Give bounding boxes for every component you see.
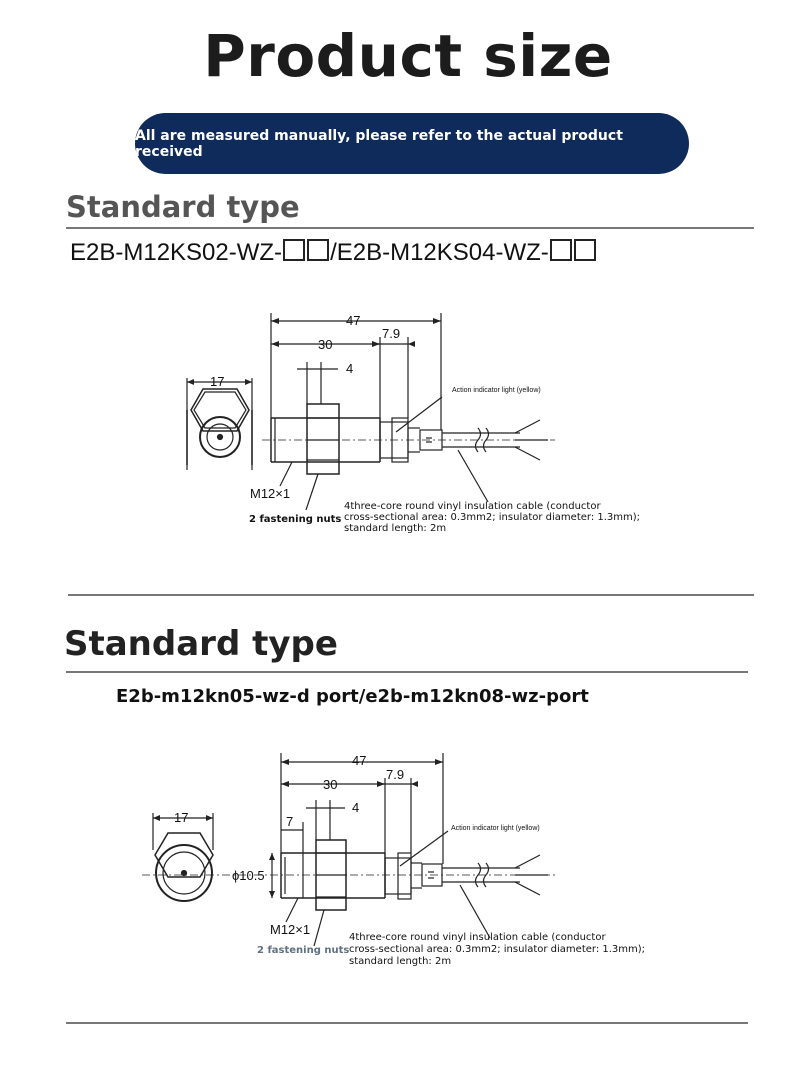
dim-diameter: ϕ10.5	[232, 868, 265, 883]
dim-tail: 7.9	[386, 767, 405, 782]
cable-note-line2: cross-sectional area: 0.3mm2; insulator diameter: 1.3mm);	[349, 944, 646, 955]
dim-hex: 17	[174, 810, 189, 825]
dim-tail: 7.9	[382, 326, 401, 341]
cable-note-line3: standard length: 2m	[344, 523, 447, 534]
notice-text: All are measured manually, please refer to the actual product received	[135, 127, 623, 160]
model-number-a: E2B-M12KS02-WZ-	[70, 239, 283, 266]
dim-nut: 4	[346, 361, 354, 376]
nuts-label: 2 fastening nuts	[249, 514, 342, 525]
nuts-label: 2 fastening nuts	[257, 945, 350, 956]
indicator-label: Action indicator light (yellow)	[451, 825, 540, 832]
cable-note-line3: standard length: 2m	[349, 956, 452, 967]
dim-hex: 17	[210, 374, 225, 389]
cable-note-line2: cross-sectional area: 0.3mm2; insulator diameter: 1.3mm);	[344, 512, 641, 523]
model-number: E2b-m12kn05-wz-d port/e2b-m12kn08-wz-port	[116, 686, 589, 707]
dim-nut: 4	[352, 800, 360, 815]
dim-total: 47	[346, 313, 361, 328]
thread-label: M12×1	[250, 486, 291, 501]
dim-body: 30	[318, 337, 333, 352]
page-title: Product size	[203, 22, 613, 90]
cable-note-line1: 4three-core round vinyl insulation cable (conductor	[344, 501, 601, 512]
dim-total: 47	[352, 753, 367, 768]
thread-label: M12×1	[270, 922, 311, 937]
indicator-label: Action indicator light (yellow)	[452, 387, 541, 394]
section-title: Standard type	[66, 190, 300, 224]
dim-front: 7	[286, 814, 294, 829]
cable-note-line1: 4three-core round vinyl insulation cable (conductor	[349, 932, 606, 943]
dim-body: 30	[323, 777, 338, 792]
model-number-b: /E2B-M12KS04-WZ-	[330, 239, 549, 266]
section-divider	[66, 1022, 748, 1024]
section-title: Standard type	[64, 624, 338, 664]
